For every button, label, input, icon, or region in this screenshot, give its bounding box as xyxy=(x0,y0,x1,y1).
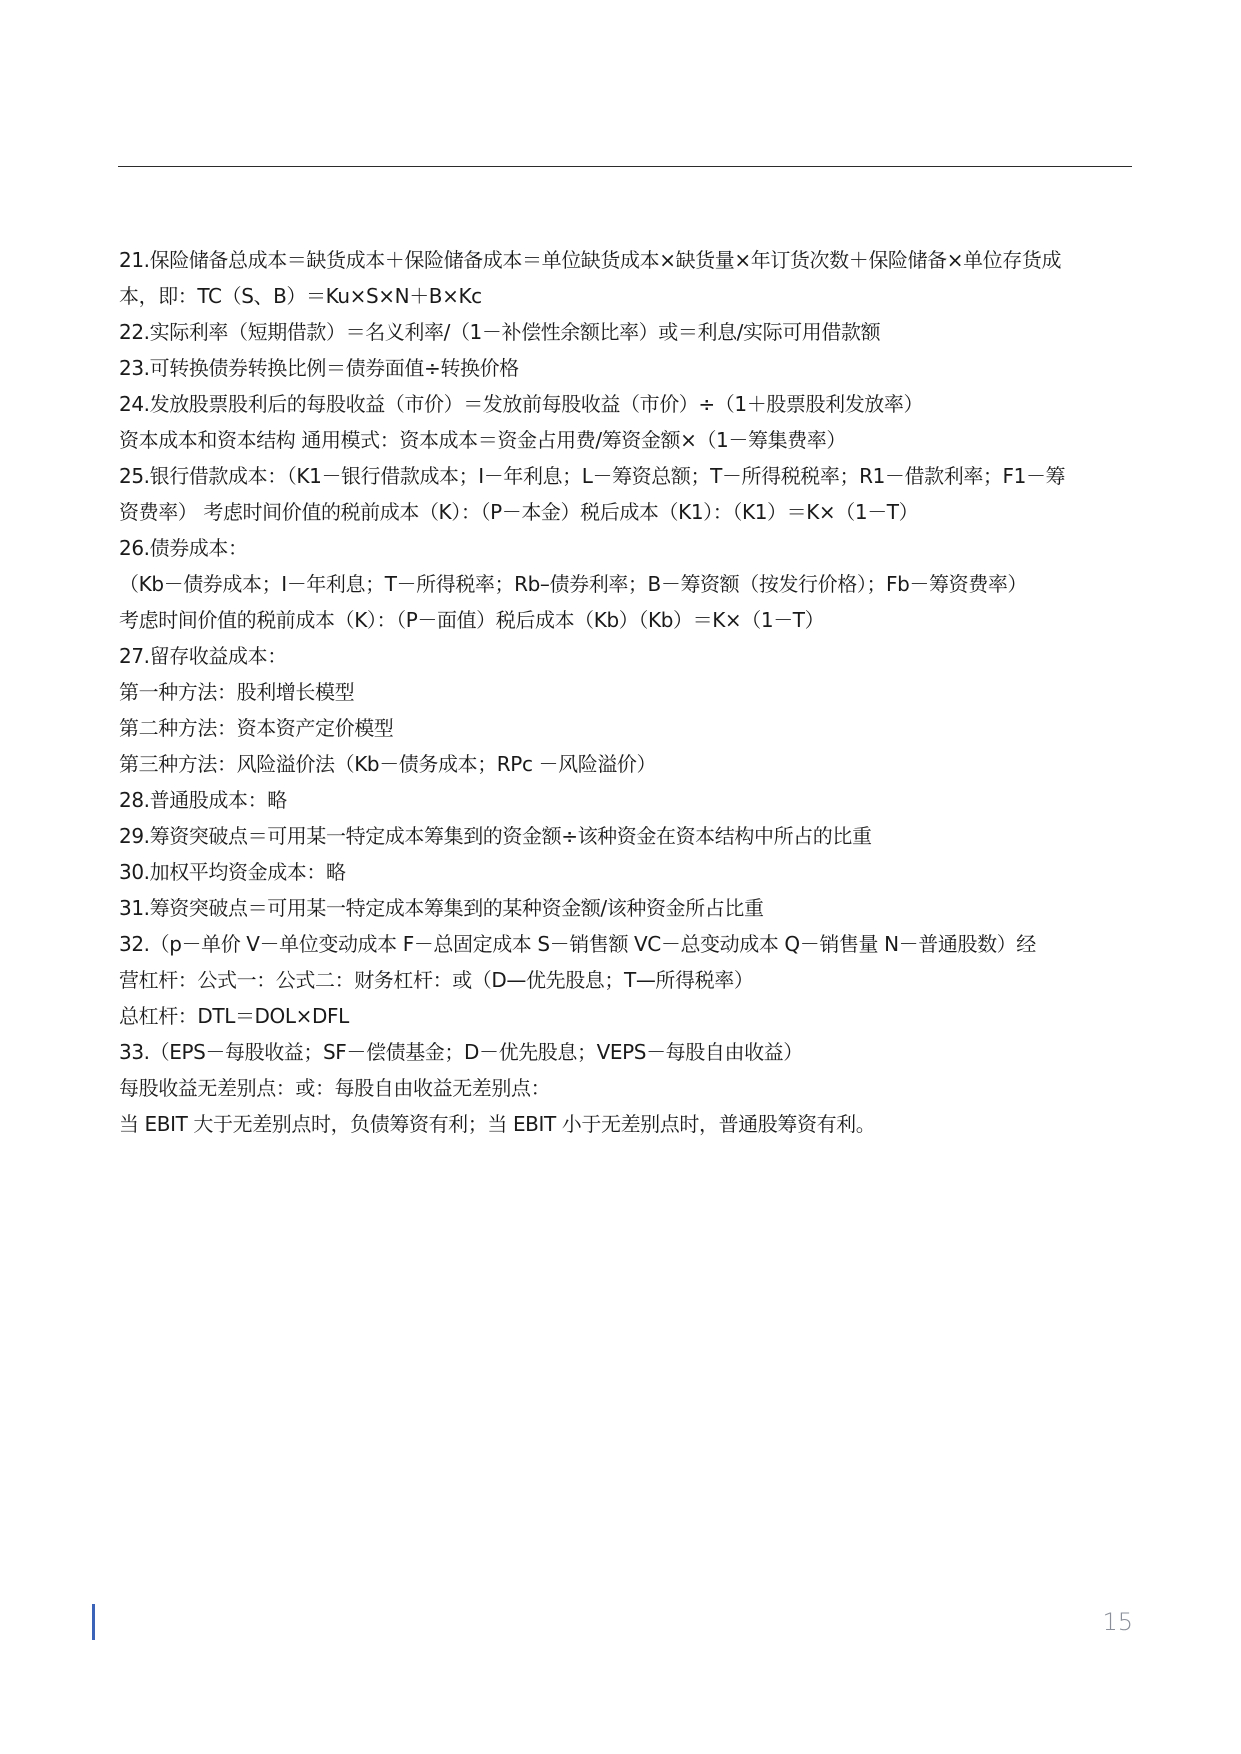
text-line: 32.（p－单价 V－单位变动成本 F－总固定成本 S－销售额 VC－总变动成本 Q－销售量 N－普通股数）经 xyxy=(119,932,1036,956)
text-line: 总杠杆：DTL＝DOL×DFL xyxy=(119,1004,349,1028)
text-line: 第一种方法：股利增长模型 xyxy=(119,680,355,704)
text-line: 资费率） 考虑时间价值的税前成本（K）：（P－本金）税后成本（K1）：（K1）＝K×（1－T） xyxy=(119,500,919,524)
text-line: 25.银行借款成本：（K1－银行借款成本；I－年利息；L－筹资总额；T－所得税税率；R1－借款利率；F1－筹 xyxy=(119,464,1066,488)
text-line: 本，即：TC（S、B）＝Ku×S×N＋B×Kc xyxy=(119,284,482,308)
text-line: 每股收益无差别点：或：每股自由收益无差别点： xyxy=(119,1076,551,1100)
text-line: 第三种方法：风险溢价法（Kb－债务成本；RPc －风险溢价） xyxy=(119,752,657,776)
text-line: 27.留存收益成本： xyxy=(119,644,287,668)
text-line: 21.保险储备总成本＝缺货成本＋保险储备成本＝单位缺货成本×缺货量×年订货次数＋保险储备×单位存货成 xyxy=(119,248,1062,272)
text-line: 30.加权平均资金成本：略 xyxy=(119,860,346,884)
text-line: 22.实际利率（短期借款）＝名义利率/（1－补偿性余额比率）或＝利息/实际可用借款额 xyxy=(119,320,881,344)
text-line: 当 EBIT 大于无差别点时，负债筹资有利；当 EBIT 小于无差别点时，普通股筹资有利。 xyxy=(119,1112,876,1136)
footer-accent-bar xyxy=(92,1604,95,1640)
text-line: 28.普通股成本：略 xyxy=(119,788,287,812)
text-line: 26.债券成本： xyxy=(119,536,248,560)
text-line: （Kb－债券成本；I－年利息；T－所得税率；Rb–债券利率；B－筹资额（按发行价格）；Fb－筹资费率） xyxy=(119,572,1028,596)
text-line: 24.发放股票股利后的每股收益（市价）＝发放前每股收益（市价）÷（1＋股票股利发放率） xyxy=(119,392,924,416)
text-line: 31.筹资突破点＝可用某一特定成本筹集到的某种资金额/该种资金所占比重 xyxy=(119,896,764,920)
header-rule xyxy=(118,166,1132,167)
text-line: 33.（EPS－每股收益；SF－偿债基金；D－优先股息；VEPS－每股自由收益） xyxy=(119,1040,803,1064)
text-line: 第二种方法：资本资产定价模型 xyxy=(119,716,394,740)
text-line: 资本成本和资本结构 通用模式：资本成本＝资金占用费/筹资金额×（1－筹集费率） xyxy=(119,428,846,452)
text-line: 营杠杆：公式一：公式二：财务杠杆：或（D—优先股息；T—所得税率） xyxy=(119,968,754,992)
text-line: 考虑时间价值的税前成本（K）：（P－面值）税后成本（Kb）（Kb）＝K×（1－T） xyxy=(119,608,825,632)
formula-list xyxy=(119,242,1139,1142)
text-line: 29.筹资突破点＝可用某一特定成本筹集到的资金额÷该种资金在资本结构中所占的比重 xyxy=(119,824,872,848)
text-line: 23.可转换债券转换比例＝债券面值÷转换价格 xyxy=(119,356,519,380)
page-number: 15 xyxy=(1102,1608,1133,1636)
